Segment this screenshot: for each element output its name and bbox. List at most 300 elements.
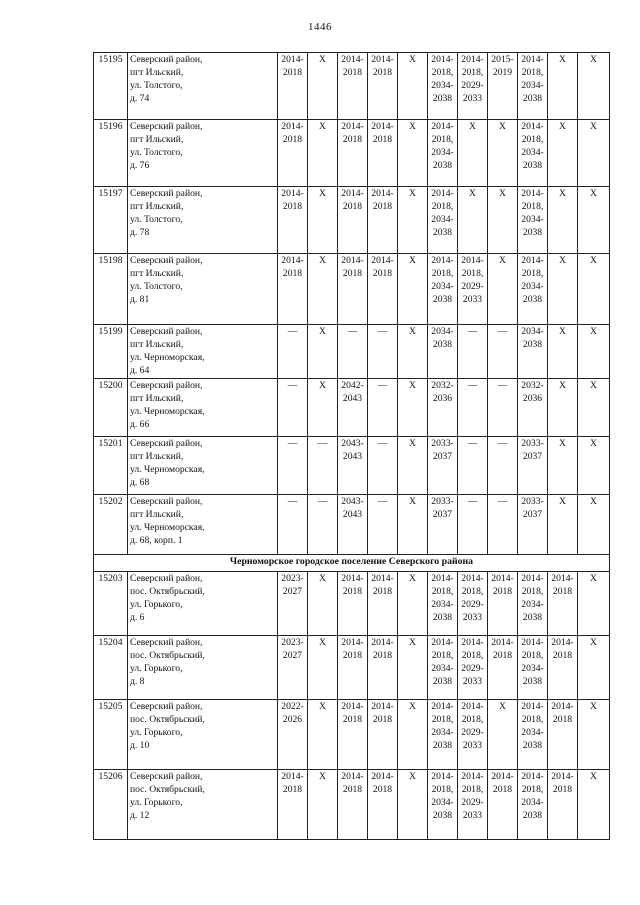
cell-line: 2034-: [431, 662, 454, 674]
period-cell: [398, 120, 428, 187]
cell-line: 2018,: [431, 585, 454, 597]
cell-line: 2014-: [281, 771, 304, 782]
cell-line: 2018: [342, 267, 363, 279]
cell-line: X: [319, 326, 326, 337]
cell-line: X: [590, 573, 597, 584]
cell-line: 2027: [282, 649, 303, 661]
period-cell: [338, 636, 368, 700]
period-cell: [428, 495, 458, 555]
cell-line: 2034-: [431, 326, 454, 337]
period-cell: [368, 770, 398, 840]
cell-line: X: [409, 438, 416, 449]
period-cell: [488, 636, 518, 700]
cell-line: 2018: [282, 133, 303, 145]
period-cell: [578, 379, 610, 437]
cell-line: 2018: [342, 585, 363, 597]
period-cell: [398, 325, 428, 379]
period-cell: [338, 254, 368, 325]
period-cell: [338, 572, 368, 636]
section-header-row: [94, 555, 610, 572]
period-cell: [518, 495, 548, 555]
period-cell: [428, 120, 458, 187]
period-cell: [308, 53, 338, 120]
cell-line: 2014-: [521, 54, 544, 65]
period-cell: [308, 572, 338, 636]
cell-line: 2018: [372, 783, 393, 795]
cell-line: ул. Черноморская,: [130, 463, 205, 475]
cell-line: X: [319, 380, 326, 391]
cell-line: 2038: [432, 611, 453, 623]
cell-line: 2014-: [521, 121, 544, 132]
period-cell: [368, 437, 398, 495]
period-cell: [548, 379, 578, 437]
cell-line: —: [377, 326, 388, 337]
cell-line: 2014-: [341, 121, 364, 132]
period-cell: [518, 120, 548, 187]
cell-line: пгт Ильский,: [130, 508, 184, 520]
period-cell: [338, 120, 368, 187]
cell-line: X: [499, 121, 506, 132]
cell-line: 2018: [282, 200, 303, 212]
cell-line: д. 68, корп. 1: [130, 534, 183, 546]
cell-line: 2018: [372, 66, 393, 78]
period-cell: [368, 572, 398, 636]
cell-line: 2014-: [461, 573, 484, 584]
period-cell: [578, 325, 610, 379]
address-cell: [128, 572, 278, 636]
cell-line: X: [499, 188, 506, 199]
period-cell: [428, 700, 458, 770]
cell-line: 2018,: [521, 649, 544, 661]
row-number: 15205: [94, 700, 128, 770]
cell-line: 2018: [372, 267, 393, 279]
cell-line: 2036: [432, 392, 453, 404]
period-cell: [488, 700, 518, 770]
cell-line: 2038: [522, 809, 543, 821]
period-cell: [278, 187, 308, 254]
period-cell: [428, 437, 458, 495]
cell-line: 2034-: [521, 146, 544, 158]
cell-line: 2018: [372, 713, 393, 725]
cell-line: —: [347, 326, 358, 337]
cell-line: 2034-: [521, 280, 544, 292]
period-cell: [368, 700, 398, 770]
cell-line: X: [319, 121, 326, 132]
period-cell: [308, 495, 338, 555]
cell-line: 2014-: [431, 637, 454, 648]
cell-line: ул. Черноморская,: [130, 521, 205, 533]
period-cell: [368, 325, 398, 379]
cell-line: 2018: [372, 200, 393, 212]
cell-line: 2038: [432, 159, 453, 171]
cell-line: 2014-: [341, 701, 364, 712]
cell-line: X: [590, 54, 597, 65]
cell-line: 2018,: [461, 713, 484, 725]
cell-line: 2014-: [341, 255, 364, 266]
cell-line: X: [590, 188, 597, 199]
table-row: [94, 770, 610, 840]
cell-line: X: [590, 255, 597, 266]
table-row: [94, 254, 610, 325]
cell-line: 2014-: [461, 255, 484, 266]
cell-line: 2014-: [431, 188, 454, 199]
cell-line: 2034-: [521, 796, 544, 808]
cell-line: д. 6: [130, 611, 145, 623]
cell-line: X: [499, 701, 506, 712]
period-cell: [308, 379, 338, 437]
cell-line: 2014-: [461, 637, 484, 648]
period-cell: [578, 770, 610, 840]
period-cell: [488, 770, 518, 840]
cell-line: 2034-: [431, 146, 454, 158]
cell-line: 2018,: [431, 649, 454, 661]
period-cell: [488, 379, 518, 437]
row-number: 15206: [94, 770, 128, 840]
period-cell: [428, 254, 458, 325]
cell-line: пгт Ильский,: [130, 267, 184, 279]
cell-line: 2029-: [461, 79, 484, 91]
cell-line: X: [409, 121, 416, 132]
period-cell: [458, 700, 488, 770]
cell-line: Северский район,: [130, 255, 203, 266]
cell-line: ул. Толстого,: [130, 213, 183, 225]
cell-line: X: [409, 637, 416, 648]
period-cell: [578, 187, 610, 254]
cell-line: 2014-: [551, 573, 574, 584]
cell-line: 2018,: [431, 267, 454, 279]
cell-line: 2014-: [371, 637, 394, 648]
cell-line: 2018,: [521, 66, 544, 78]
cell-line: 2014-: [551, 637, 574, 648]
cell-line: 2018,: [461, 649, 484, 661]
cell-line: 2029-: [461, 726, 484, 738]
cell-line: X: [319, 54, 326, 65]
cell-line: 2014-: [431, 771, 454, 782]
cell-line: —: [377, 438, 388, 449]
cell-line: 2037: [432, 508, 453, 520]
cell-line: X: [409, 701, 416, 712]
period-cell: [518, 53, 548, 120]
cell-line: 2014-: [461, 54, 484, 65]
cell-line: —: [287, 326, 298, 337]
period-cell: [518, 572, 548, 636]
cell-line: X: [319, 255, 326, 266]
period-cell: [578, 53, 610, 120]
cell-line: 2014-: [431, 701, 454, 712]
cell-line: 2018: [492, 649, 513, 661]
period-cell: [338, 325, 368, 379]
cell-line: X: [319, 637, 326, 648]
cell-line: 2034-: [521, 662, 544, 674]
cell-line: —: [287, 438, 298, 449]
cell-line: X: [409, 326, 416, 337]
cell-line: 2014-: [341, 54, 364, 65]
cell-line: 2014-: [431, 573, 454, 584]
cell-line: 2018,: [431, 200, 454, 212]
address-cell: [128, 254, 278, 325]
cell-line: д. 66: [130, 418, 150, 430]
cell-line: —: [377, 380, 388, 391]
cell-line: 2018,: [431, 783, 454, 795]
cell-line: 2034-: [521, 79, 544, 91]
cell-line: 2018,: [521, 200, 544, 212]
cell-line: 2018: [552, 713, 573, 725]
period-cell: [548, 325, 578, 379]
period-cell: [308, 770, 338, 840]
cell-line: ул. Толстого,: [130, 280, 183, 292]
cell-line: X: [409, 255, 416, 266]
period-cell: [428, 636, 458, 700]
cell-line: 2033-: [431, 496, 454, 507]
cell-line: 2038: [522, 92, 543, 104]
table-row: [94, 325, 610, 379]
period-cell: [518, 254, 548, 325]
cell-line: 2018: [342, 200, 363, 212]
period-cell: [398, 254, 428, 325]
cell-line: 2018: [552, 585, 573, 597]
cell-line: 2034-: [521, 726, 544, 738]
period-cell: [428, 572, 458, 636]
cell-line: X: [590, 121, 597, 132]
cell-line: 2018: [372, 649, 393, 661]
cell-line: 2038: [522, 159, 543, 171]
cell-line: д. 74: [130, 92, 150, 104]
cell-line: 2014-: [281, 121, 304, 132]
period-cell: [458, 254, 488, 325]
cell-line: 2033-: [431, 438, 454, 449]
period-cell: [308, 187, 338, 254]
cell-line: д. 68: [130, 476, 150, 488]
period-cell: [308, 437, 338, 495]
cell-line: 2032-: [431, 380, 454, 391]
address-cell: [128, 379, 278, 437]
cell-line: —: [287, 380, 298, 391]
period-cell: [398, 572, 428, 636]
cell-line: 2014-: [521, 637, 544, 648]
period-cell: [398, 700, 428, 770]
cell-line: ул. Толстого,: [130, 79, 183, 91]
period-cell: [488, 120, 518, 187]
cell-line: пгт Ильский,: [130, 392, 184, 404]
cell-line: Северский район,: [130, 438, 203, 449]
cell-line: 2036: [522, 392, 543, 404]
cell-line: 2034-: [521, 213, 544, 225]
cell-line: 2038: [432, 338, 453, 350]
period-cell: [398, 495, 428, 555]
cell-line: X: [590, 637, 597, 648]
cell-line: X: [469, 188, 476, 199]
period-cell: [548, 770, 578, 840]
cell-line: 2014-: [461, 771, 484, 782]
address-cell: [128, 325, 278, 379]
period-cell: [578, 495, 610, 555]
cell-line: 2034-: [431, 796, 454, 808]
period-cell: [278, 572, 308, 636]
cell-line: 2014-: [341, 573, 364, 584]
cell-line: ул. Горького,: [130, 796, 183, 808]
cell-line: 2014-: [491, 771, 514, 782]
cell-line: 2029-: [461, 280, 484, 292]
period-cell: [578, 700, 610, 770]
period-cell: [398, 437, 428, 495]
cell-line: 2014-: [551, 701, 574, 712]
cell-line: 2027: [282, 585, 303, 597]
cell-line: 2018,: [431, 713, 454, 725]
cell-line: 2033: [462, 739, 483, 751]
table-row: [94, 437, 610, 495]
row-number: 15204: [94, 636, 128, 700]
cell-line: 2029-: [461, 796, 484, 808]
cell-line: 2018: [282, 267, 303, 279]
cell-line: X: [559, 438, 566, 449]
cell-line: 2043: [342, 392, 363, 404]
cell-line: 2014-: [371, 701, 394, 712]
cell-line: 2014-: [371, 771, 394, 782]
cell-line: Северский район,: [130, 54, 203, 65]
period-cell: [338, 495, 368, 555]
period-cell: [278, 636, 308, 700]
period-cell: [278, 700, 308, 770]
cell-line: X: [409, 380, 416, 391]
address-cell: [128, 770, 278, 840]
cell-line: 2018: [372, 133, 393, 145]
cell-line: 2033-: [521, 438, 544, 449]
cell-line: 2033: [462, 293, 483, 305]
period-cell: [398, 53, 428, 120]
period-cell: [368, 254, 398, 325]
period-cell: [578, 572, 610, 636]
cell-line: X: [319, 771, 326, 782]
row-number: 15199: [94, 325, 128, 379]
period-cell: [458, 53, 488, 120]
cell-line: Северский район,: [130, 121, 203, 132]
cell-line: X: [319, 573, 326, 584]
period-cell: [338, 53, 368, 120]
cell-line: 2014-: [491, 637, 514, 648]
cell-line: —: [287, 496, 298, 507]
period-cell: [548, 636, 578, 700]
cell-line: пос. Октябрьский,: [130, 649, 205, 661]
cell-line: 2043: [342, 450, 363, 462]
cell-line: 2014-: [521, 771, 544, 782]
row-number: 15198: [94, 254, 128, 325]
cell-line: д. 81: [130, 293, 150, 305]
cell-line: 2014-: [281, 54, 304, 65]
period-cell: [458, 325, 488, 379]
row-number: 15200: [94, 379, 128, 437]
cell-line: 2043-: [341, 438, 364, 449]
cell-line: 2033-: [521, 496, 544, 507]
table-row: [94, 572, 610, 636]
cell-line: 2014-: [521, 188, 544, 199]
cell-line: 2023-: [281, 637, 304, 648]
period-cell: [458, 636, 488, 700]
cell-line: 2014-: [371, 573, 394, 584]
cell-line: д. 78: [130, 226, 150, 238]
cell-line: 2034-: [431, 598, 454, 610]
period-cell: [458, 572, 488, 636]
period-cell: [428, 325, 458, 379]
table-row: [94, 636, 610, 700]
period-cell: [548, 53, 578, 120]
period-cell: [368, 495, 398, 555]
cell-line: Северский район,: [130, 637, 203, 648]
period-cell: [458, 120, 488, 187]
cell-line: пгт Ильский,: [130, 338, 184, 350]
cell-line: 2018: [342, 713, 363, 725]
cell-line: X: [559, 188, 566, 199]
cell-line: 2018,: [461, 267, 484, 279]
cell-line: 2014-: [521, 573, 544, 584]
table-row: [94, 53, 610, 120]
cell-line: X: [590, 496, 597, 507]
period-cell: [518, 700, 548, 770]
period-cell: [278, 379, 308, 437]
cell-line: —: [317, 438, 328, 449]
cell-line: 2038: [522, 338, 543, 350]
cell-line: X: [590, 326, 597, 337]
cell-line: —: [467, 438, 478, 449]
cell-line: 2037: [522, 508, 543, 520]
table-row: [94, 187, 610, 254]
period-cell: [488, 254, 518, 325]
row-number: 15202: [94, 495, 128, 555]
cell-line: 2038: [432, 739, 453, 751]
cell-line: 2023-: [281, 573, 304, 584]
cell-line: 2034-: [521, 326, 544, 337]
cell-line: Северский район,: [130, 326, 203, 337]
period-cell: [428, 187, 458, 254]
cell-line: пгт Ильский,: [130, 66, 184, 78]
row-number: 15195: [94, 53, 128, 120]
period-cell: [398, 636, 428, 700]
cell-line: 2034-: [521, 598, 544, 610]
cell-line: —: [497, 380, 508, 391]
cell-line: 2018: [492, 585, 513, 597]
cell-line: 2014-: [521, 701, 544, 712]
period-cell: [548, 120, 578, 187]
cell-line: X: [590, 771, 597, 782]
cell-line: 2018: [282, 66, 303, 78]
table-row: [94, 120, 610, 187]
period-cell: [578, 120, 610, 187]
period-cell: [368, 53, 398, 120]
cell-line: X: [409, 54, 416, 65]
period-cell: [518, 770, 548, 840]
period-cell: [578, 636, 610, 700]
period-cell: [278, 53, 308, 120]
cell-line: X: [319, 701, 326, 712]
cell-line: 2018,: [461, 585, 484, 597]
cell-line: 2038: [432, 675, 453, 687]
cell-line: 2018: [342, 783, 363, 795]
cell-line: —: [467, 326, 478, 337]
cell-line: 2014-: [521, 255, 544, 266]
cell-line: 2034-: [431, 726, 454, 738]
period-cell: [488, 53, 518, 120]
cell-line: 2043: [342, 508, 363, 520]
period-cell: [518, 636, 548, 700]
period-cell: [338, 700, 368, 770]
cell-line: X: [590, 438, 597, 449]
cell-line: 2018,: [461, 783, 484, 795]
period-cell: [488, 495, 518, 555]
cell-line: пгт Ильский,: [130, 200, 184, 212]
address-cell: [128, 700, 278, 770]
cell-line: —: [497, 496, 508, 507]
period-cell: [368, 120, 398, 187]
period-cell: [278, 254, 308, 325]
